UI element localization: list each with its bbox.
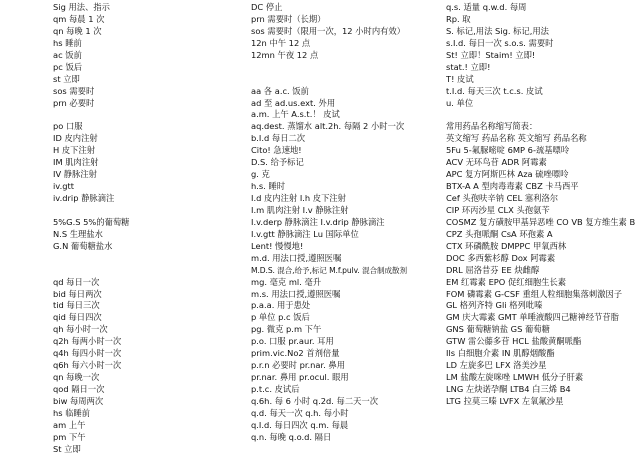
text-line: b.I.d 每日二次 xyxy=(251,133,306,144)
text-line: hs 临睡前 xyxy=(53,407,91,418)
text-line: q.I.d. 每日四次 q.m. 每晨 xyxy=(251,419,349,430)
text-line: iv.drip 静脉滴注 xyxy=(53,193,115,203)
text-line: GM 庆大霉素 GMT 单唾液酸四己糖神经节苷脂 xyxy=(446,312,619,323)
text-line: qm 每晨 1 次 xyxy=(53,13,105,24)
text-line: D.S. 给予标记 xyxy=(251,157,304,168)
text-line: Cef 头孢呋辛钠 CEL 塞利洛尔 xyxy=(446,193,559,203)
text-line: M.D.S. 混合,给予,标记 M.f.pulv. 混合制成散剂 xyxy=(251,265,408,275)
column-drug-abbreviations xyxy=(446,2,638,408)
text-line: hs 睡前 xyxy=(53,37,82,48)
text-line: CTX 环磷酰胺 DMPPC 甲氧西林 xyxy=(446,240,567,251)
text-line: g. 克 xyxy=(251,169,270,180)
text-line: LTG 拉莫三嗪 LVFX 左氧氟沙星 xyxy=(446,395,564,406)
text-line: aq.dest. 蒸馏水 alt.2h. 每隔 2 小时一次 xyxy=(251,121,405,132)
text-line: G.N 葡萄糖盐水 xyxy=(53,240,113,251)
text-line: St! 立即！Staim! 立即! xyxy=(446,49,536,60)
text-line: DRL 屈洛昔芬 EE 炔雌醇 xyxy=(446,264,540,275)
text-line: ID 皮内注射 xyxy=(53,133,98,144)
text-line: u. 单位 xyxy=(446,97,474,108)
text-line: T! 皮试 xyxy=(446,73,474,84)
blank-line xyxy=(53,265,245,277)
text-line: Cito! 急速地! xyxy=(251,145,302,156)
blank-line xyxy=(53,253,245,265)
text-line: q.6h. 每 6 小时 q.2d. 每二天一次 xyxy=(251,395,379,406)
text-line: pm 下午 xyxy=(53,431,86,442)
column-latin-abbreviations xyxy=(251,2,443,444)
text-line: ACV 无环鸟苷 ADR 阿霉素 xyxy=(446,157,547,168)
text-line: mg. 毫克 ml. 毫升 xyxy=(251,276,322,287)
text-line: pc 饭后 xyxy=(53,61,83,72)
text-line: I.m 肌肉注射 I.v 静脉注射 xyxy=(251,204,349,215)
text-line: tid 每日三次 xyxy=(53,300,100,311)
text-line: DC 停止 xyxy=(251,2,283,12)
blank-line xyxy=(446,109,638,121)
text-line: St 立即 xyxy=(53,443,81,454)
text-line: 英文缩写 药品名称 英文缩写 药品名称 xyxy=(446,133,587,144)
text-line: stat.! 立即! xyxy=(446,61,491,72)
text-line: m.d. 用法口授,遵照医嘱 xyxy=(251,252,342,263)
text-line: s.I.d. 每日一次 s.o.s. 需要时 xyxy=(446,37,554,48)
text-line: h.s. 睡时 xyxy=(251,181,286,192)
text-line: prn 需要时（长期） xyxy=(251,13,326,24)
text-line: BTX-A A 型肉毒毒素 CBZ 卡马西平 xyxy=(446,181,579,192)
text-line: qd 每日一次 xyxy=(53,276,100,287)
text-line: FOM 磷霉素 G-CSF 重组人粒细胞集落刺激因子 xyxy=(446,288,623,299)
text-line: Lent! 慢慢地! xyxy=(251,240,304,251)
text-line: st 立即 xyxy=(53,73,80,84)
text-line: I.d 皮内注射 I.h 皮下注射 xyxy=(251,193,346,203)
text-line: am 上午 xyxy=(53,419,86,430)
text-line: q.s. 适量 q.w.d. 每周 xyxy=(446,2,527,12)
text-line: IV 静脉注射 xyxy=(53,169,97,180)
text-line: APC 复方阿斯匹林 Aza 硫唑嘌呤 xyxy=(446,169,569,180)
text-line: qn 每晚 1 次 xyxy=(53,25,102,36)
text-line: ac 饭前 xyxy=(53,49,82,60)
text-line: p.a.a. 用于患处 xyxy=(251,300,311,311)
text-line: Ils 白细胞介素 IN 肌醇烟酸酯 xyxy=(446,348,555,359)
text-line: q.d. 每天一次 q.h. 每小时 xyxy=(251,407,349,418)
text-line: bid 每日两次 xyxy=(53,288,102,299)
text-line: qh 每小时一次 xyxy=(53,324,108,335)
text-line: 12n 中午 12 点 xyxy=(251,37,311,48)
text-line: pg. 微克 p.m 下午 xyxy=(251,324,322,335)
text-line: aa 各 a.c. 饭前 xyxy=(251,85,309,96)
text-line: qid 每日四次 xyxy=(53,312,102,323)
text-line: iv.gtt xyxy=(53,181,74,192)
text-line: IM 肌肉注射 xyxy=(53,157,99,168)
text-line: I.v.gtt 静脉滴注 Lu 国际单位 xyxy=(251,228,359,239)
text-line: GTW 雷公藤多苷 HCL 盐酸黄酮哌酯 xyxy=(446,336,582,347)
text-line: EM 红霉素 EPO 促红细胞生长素 xyxy=(446,276,567,287)
text-line: qod 隔日一次 xyxy=(53,384,105,394)
text-line: p.t.c. 皮试后 xyxy=(251,384,300,394)
text-line: q2h 每两小时一次 xyxy=(53,336,122,347)
text-line: 12mn 午夜 12 点 xyxy=(251,49,319,60)
text-line: sos 需要时（限用一次，12 小时内有效） xyxy=(251,25,406,36)
text-line: p 单位 p.c 饭后 xyxy=(251,312,310,323)
text-line: GL 格列齐特 Gli 格列吡嗪 xyxy=(446,300,543,311)
text-line: LNG 左炔诺孕酮 LTB4 白三烯 B4 xyxy=(446,384,571,394)
text-line: q4h 每四小时一次 xyxy=(53,348,122,359)
blank-line xyxy=(53,109,245,121)
text-line: Sig 用法、指示 xyxy=(53,2,110,12)
text-line: sos 需要时 xyxy=(53,85,95,96)
blank-line xyxy=(53,205,245,217)
text-line: N.S 生理盐水 xyxy=(53,228,103,239)
blank-line xyxy=(251,62,443,74)
text-line: ad 至 ad.us.ext. 外用 xyxy=(251,97,336,108)
text-line: LD 左旋多巴 LFX 洛美沙星 xyxy=(446,360,547,371)
text-line: 5Fu 5-氟脲嘧啶 6MP 6-巯基嘌呤 xyxy=(446,145,570,156)
text-line: p.o. 口服 pr.aur. 耳用 xyxy=(251,336,334,347)
text-line: CIP 环丙沙星 CLX 头孢氨苄 xyxy=(446,204,550,215)
text-line: I.v.derp 静脉滴注 I.v.drip 静脉滴注 xyxy=(251,216,385,227)
text-line: t.I.d. 每天三次 t.c.s. 皮试 xyxy=(446,85,543,96)
blank-line xyxy=(251,74,443,86)
text-line: prn 必要时 xyxy=(53,97,95,108)
text-line: DOC 多西紫杉醇 Dox 阿霉素 xyxy=(446,252,556,263)
text-line: m.s. 用法口授,遵照医嘱 xyxy=(251,288,341,299)
text-line: q6h 每六小时一次 xyxy=(53,360,122,371)
text-line: Rp. 取 xyxy=(446,13,471,24)
column-usage-abbreviations xyxy=(53,2,245,456)
text-line: S. 标记,用法 Sig. 标记,用法 xyxy=(446,25,549,36)
text-line: CPZ 头孢哌酮 CsA 环孢素 A xyxy=(446,228,553,239)
text-line: q.n. 每晚 q.o.d. 隔日 xyxy=(251,431,332,442)
text-line: qn 每晚一次 xyxy=(53,372,100,383)
text-line: 常用药品名称缩写简表： xyxy=(446,121,538,132)
text-line: a.m. 上午 A.s.t.！ 皮试 xyxy=(251,109,340,120)
text-line: prim.vic.No2 首剂倍量 xyxy=(251,348,340,359)
text-line: pr.nar. 鼻用 pr.ocul. 眼用 xyxy=(251,372,349,383)
text-line: po 口服 xyxy=(53,121,83,132)
text-line: H 皮下注射 xyxy=(53,145,96,156)
text-line: LM 盐酸左旋咪唑 LMWH 低分子肝素 xyxy=(446,372,584,383)
text-line: GNS 葡萄糖钠盐 GS 葡萄糖 xyxy=(446,324,550,335)
text-line: 5%G.S 5%的葡萄糖 xyxy=(53,216,130,227)
text-line: biw 每周两次 xyxy=(53,395,104,406)
text-line: COSMZ 复方磺胺甲基异恶唑 CO VB 复方维生素 B xyxy=(446,216,636,227)
text-line: p.r.n 必要时 pr.nar. 鼻用 xyxy=(251,360,346,371)
